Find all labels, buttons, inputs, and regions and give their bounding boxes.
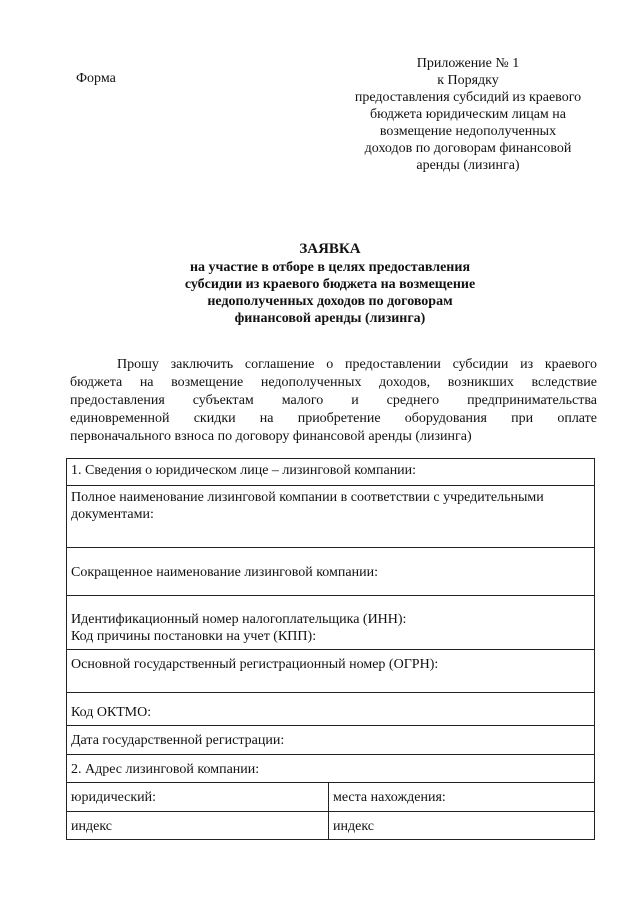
full-name-label: Полное наименование лизинговой компании в соответствии с учредительными документами:	[71, 490, 544, 522]
form-label: Форма	[76, 71, 116, 86]
table-row	[67, 693, 595, 726]
intro-line: Прошу заключить соглашение о предоставлении субсидии из краевого	[117, 357, 597, 372]
location-index-cell[interactable]	[329, 812, 595, 840]
legal-index-cell[interactable]	[67, 812, 329, 840]
appendix-line: возмещение недополученных	[379, 124, 557, 139]
title-main: ЗАЯВКА	[299, 241, 361, 257]
short-name-label: Сокращенное наименование лизинговой компании:	[71, 564, 378, 580]
legal-address-label: юридический:	[71, 790, 157, 805]
title-line: субсидии из краевого бюджета на возмещение	[184, 277, 476, 292]
ogrn-cell[interactable]	[67, 650, 595, 693]
ogrn-label: Основной государственный регистрационный номер (ОГРН):	[71, 657, 439, 672]
appendix-line: к Порядку	[437, 73, 499, 88]
table-row	[67, 548, 595, 596]
short-name-cell[interactable]	[67, 548, 595, 596]
section1-title: 1. Сведения о юридическом лице – лизинговой компании:	[71, 463, 417, 478]
appendix-line: аренды (лизинга)	[416, 158, 520, 173]
table-row	[67, 812, 595, 840]
table-row	[67, 783, 595, 812]
full-name-cell[interactable]	[67, 486, 595, 548]
section1-cell	[67, 459, 595, 486]
oktmo-label: Код ОКТМО:	[71, 705, 152, 720]
legal-index-label: индекс	[71, 818, 112, 834]
table-row	[67, 755, 595, 783]
table-row	[67, 459, 595, 486]
appendix-line: Приложение № 1	[416, 56, 520, 71]
section2-cell	[67, 755, 595, 783]
intro-line: первоначального взноса по договору финансовой аренды (лизинга)	[70, 429, 472, 444]
intro-line: бюджета на возмещение недополученных доходов, возникших вследствие	[70, 375, 597, 390]
appendix-line: доходов по договорам финансовой	[364, 141, 572, 156]
table-row	[67, 596, 595, 650]
title-line: финансовой аренды (лизинга)	[234, 311, 426, 326]
location-address-cell[interactable]	[329, 783, 595, 812]
inn-kpp-cell[interactable]	[67, 596, 595, 650]
appendix-line: предоставления субсидий из краевого	[354, 90, 582, 105]
reg-date-cell[interactable]	[67, 726, 595, 755]
intro-line: предоставления субъектам малого и среднего предпринимательства	[70, 393, 597, 408]
title-line: недополученных доходов по договорам	[207, 294, 453, 309]
application-table	[66, 458, 595, 840]
appendix-block	[336, 55, 600, 174]
legal-address-cell[interactable]	[67, 783, 329, 812]
title-line: на участие в отборе в целях предоставления	[189, 260, 471, 275]
location-address-label: места нахождения:	[333, 790, 446, 805]
inn-label: Идентификационный номер налогоплательщика (ИНН):	[71, 612, 407, 627]
reg-date-label: Дата государственной регистрации:	[71, 733, 285, 748]
location-index-label: индекс	[333, 818, 374, 834]
document-title	[60, 241, 600, 327]
table-row	[67, 486, 595, 548]
table-row	[67, 726, 595, 755]
section2-title: 2. Адрес лизинговой компании:	[71, 761, 260, 777]
kpp-label: Код причины постановки на учет (КПП):	[71, 629, 317, 644]
intro-line: единовременной скидки на приобретение оборудования при оплате	[70, 411, 597, 426]
intro-paragraph	[70, 356, 597, 446]
oktmo-cell[interactable]	[67, 693, 595, 726]
appendix-line: бюджета юридическим лицам на	[370, 107, 566, 122]
table-row	[67, 650, 595, 693]
